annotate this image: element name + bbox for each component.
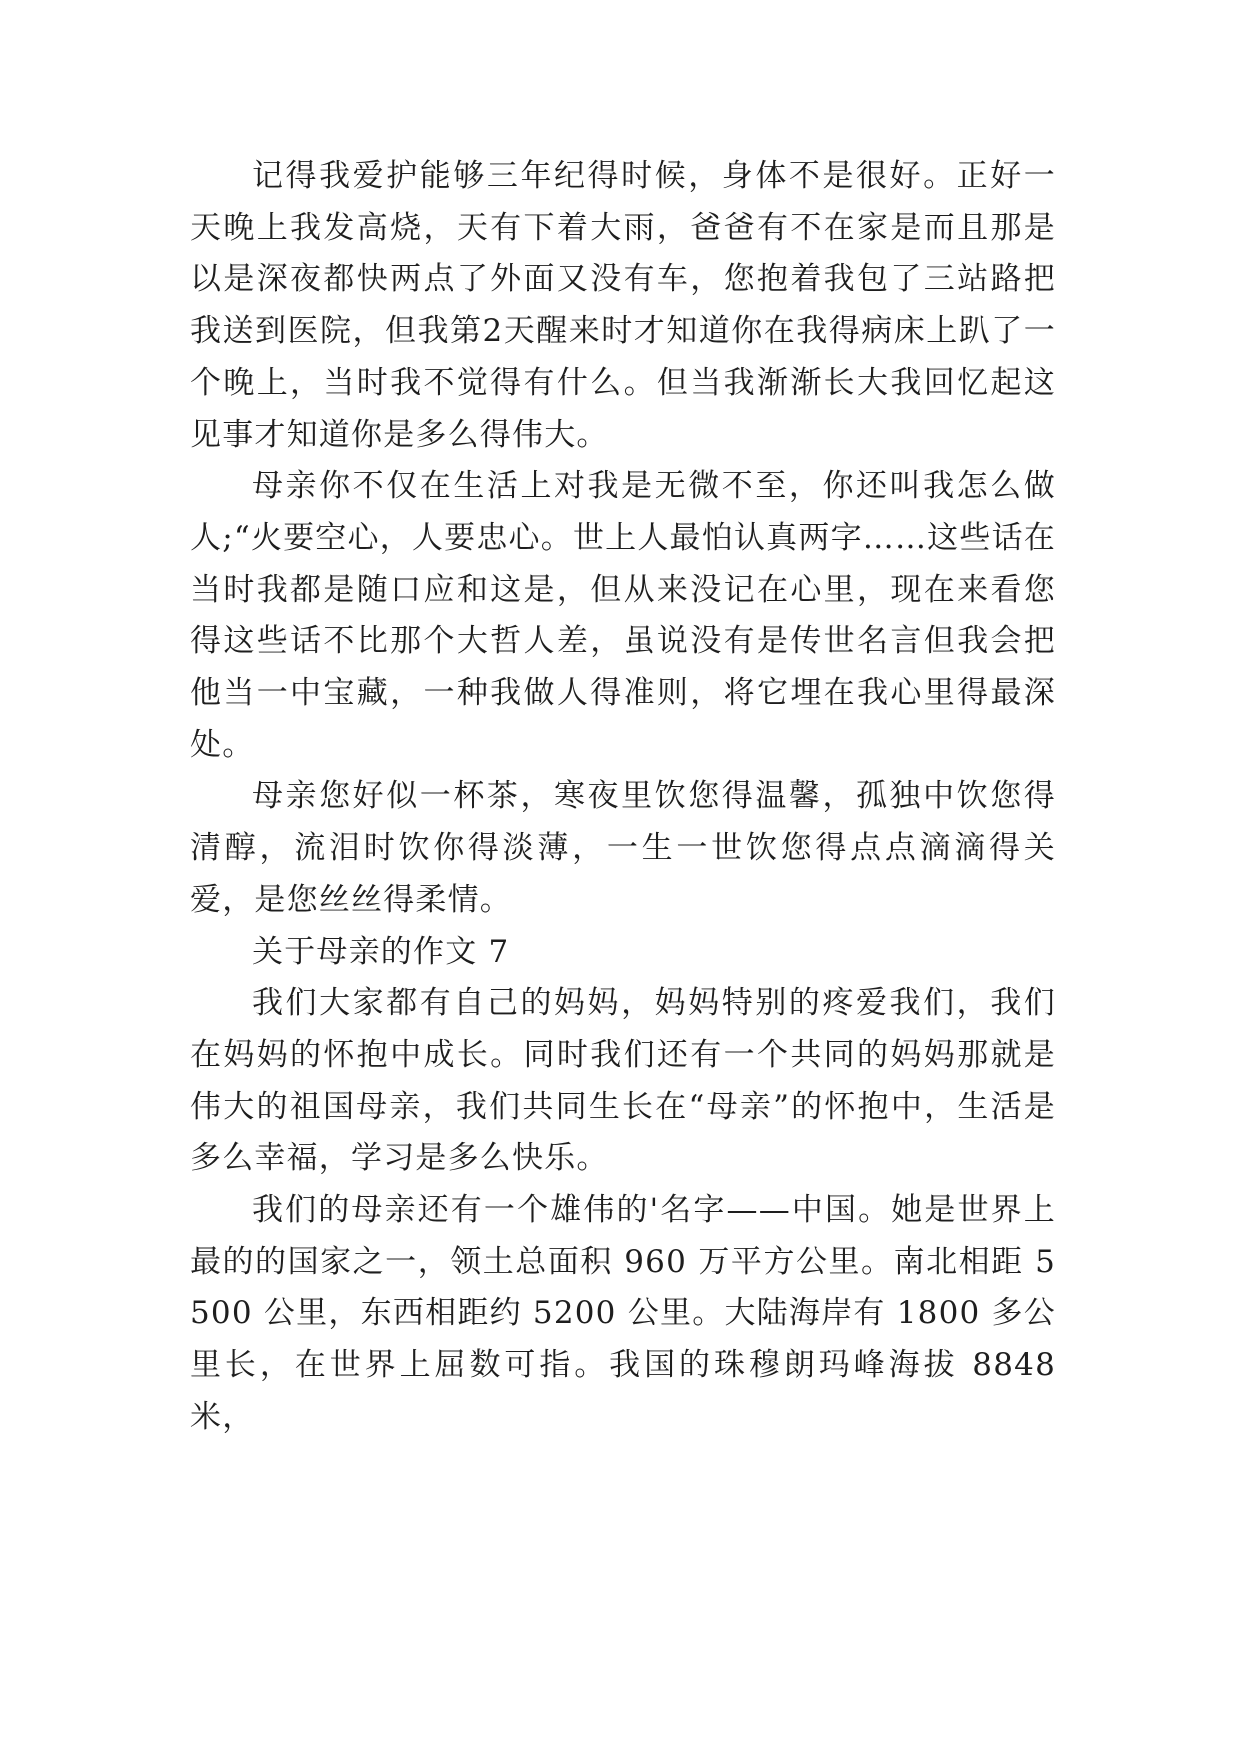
section-heading: 关于母亲的作文 7 xyxy=(252,933,510,970)
paragraph-2: 母亲你不仅在生活上对我是无微不至，你还叫我怎么做人;“火要空心，人要忠心。世上人最怕认真两字……这些话在当时我都是随口应和这是，但从来没记在心里，现在来看您得这些话不比那个大哲人差，虽说没有是传世名言但我会把他当一中宝藏，一种我做人得准则，将它埋在我心里得最深处。 xyxy=(190,468,1056,763)
paragraph-1: 记得我爱护能够三年纪得时候，身体不是很好。正好一天晚上我发高烧，天有下着大雨，爸爸有不在家是而且那是以是深夜都快两点了外面又没有车，您抱着我包了三站路把我送到医院，但我第2天醒来时才知道你在我得病床上趴了一个晚上，当时我不觉得有什么。但当我渐渐长大我回忆起这见事才知道你是多么得伟大。 xyxy=(190,158,1056,453)
document-body xyxy=(190,151,1056,1444)
paragraph-4: 我们大家都有自己的妈妈，妈妈特别的疼爱我们，我们在妈妈的怀抱中成长。同时我们还有一个共同的妈妈那就是伟大的祖国母亲，我们共同生长在“母亲”的怀抱中，生活是多么幸福，学习是多么快乐。 xyxy=(190,985,1056,1177)
paragraph-5: 我们的母亲还有一个雄伟的'名字——中国。她是世界上最的的国家之一，领土总面积 960 万平方公里。南北相距 5500 公里，东西相距约 5200 公里。大陆海岸有 1800 多公里长，在世界上屈数可指。我国的珠穆朗玛峰海拔 8848 米， xyxy=(190,1192,1056,1435)
paragraph-3: 母亲您好似一杯茶，寒夜里饮您得温馨，孤独中饮您得清醇，流泪时饮你得淡薄，一生一世饮您得点点滴滴得关爱，是您丝丝得柔情。 xyxy=(190,778,1056,918)
